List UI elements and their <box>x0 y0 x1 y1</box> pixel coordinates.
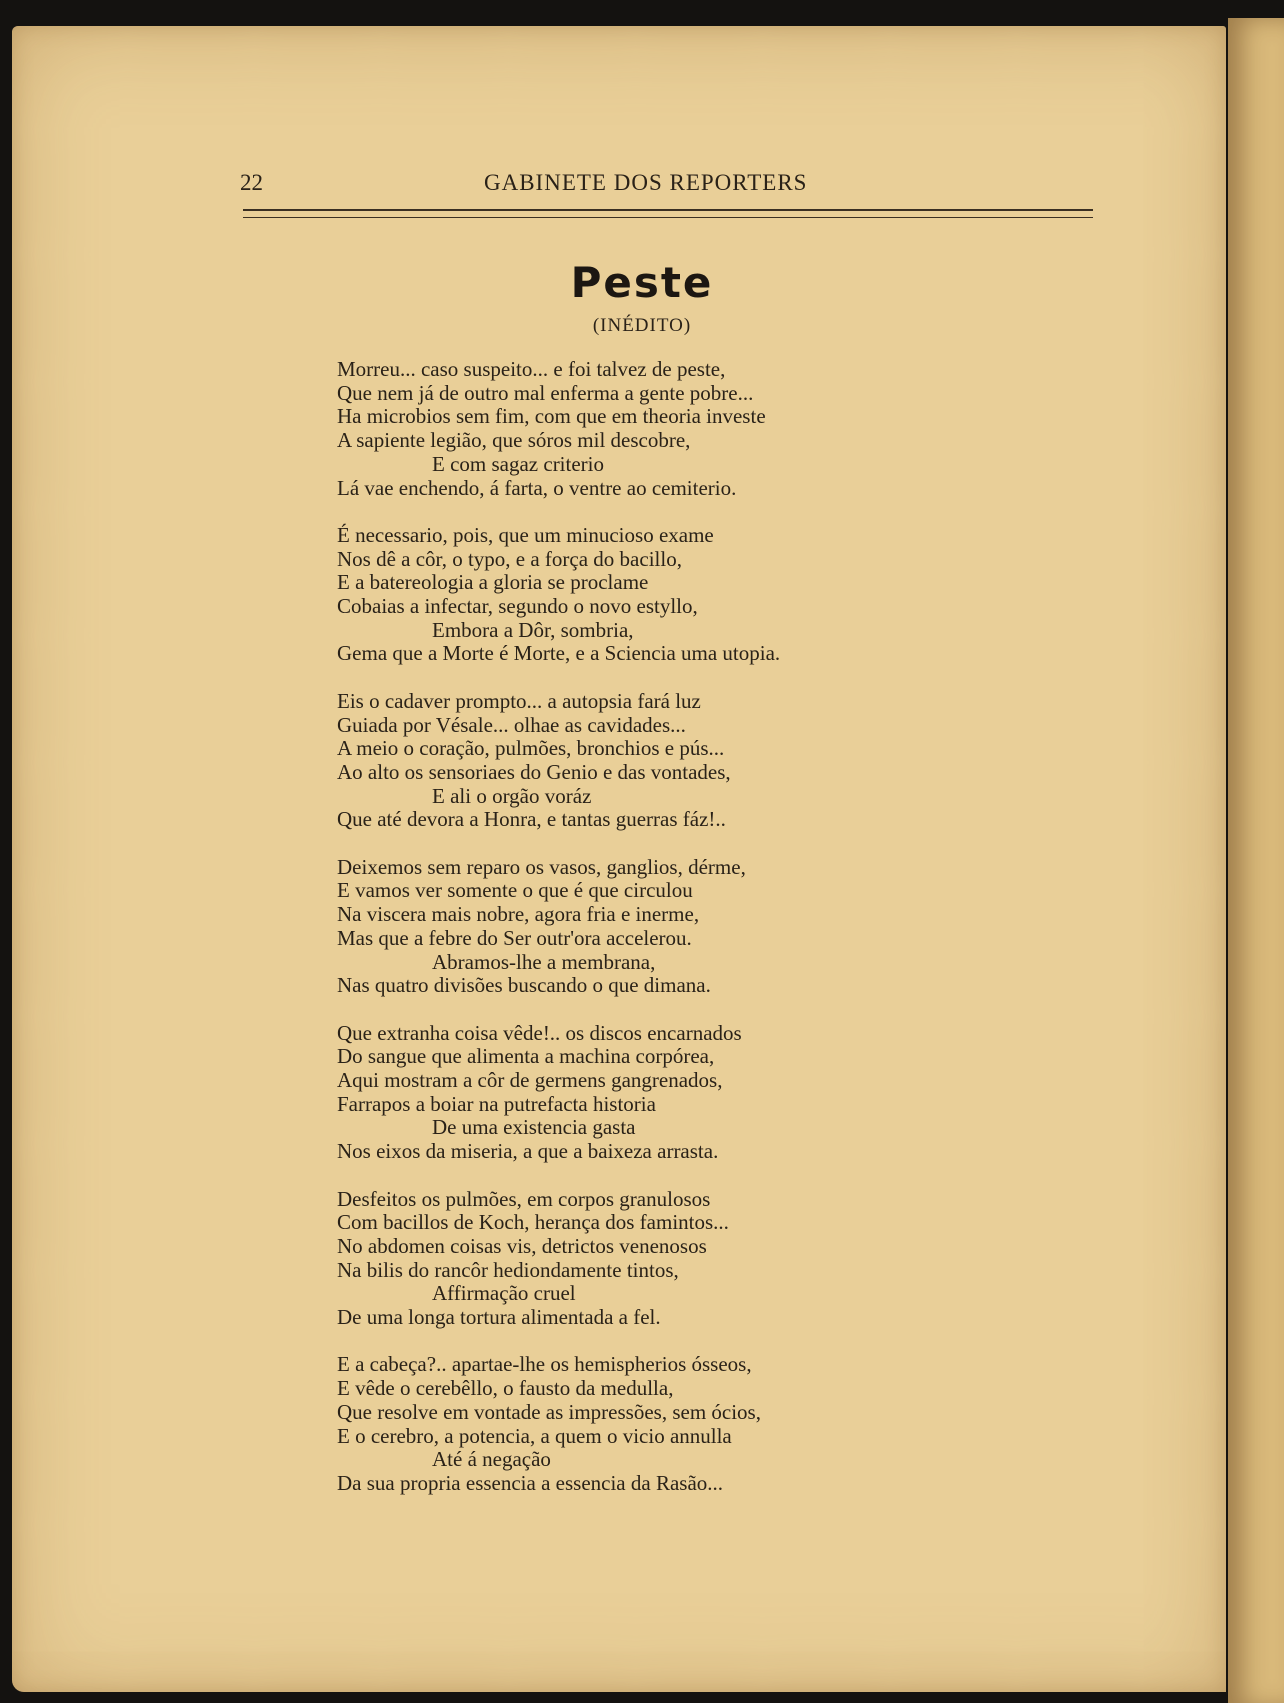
verse-line: Aqui mostram a côr de germens gangrenados, <box>337 1068 723 1093</box>
verse-line: E o cerebro, a potencia, a quem o vicio annulla <box>337 1423 732 1448</box>
verse-line: Desfeitos os pulmões, em corpos granulosos <box>337 1186 711 1211</box>
verse-line: Com bacillos de Koch, herança dos famintos... <box>337 1210 729 1235</box>
stanza <box>337 1353 957 1495</box>
verse-line-indented: Abramos-lhe a membrana, <box>432 949 656 974</box>
verse-line: E a batereologia a gloria se proclame <box>337 570 649 595</box>
verse-line: Na viscera mais nobre, agora fria e inerme, <box>337 902 700 927</box>
stanza <box>337 856 957 998</box>
verse-line: De uma longa tortura alimentada a fel. <box>337 1305 661 1330</box>
verse-line: Que até devora a Honra, e tantas guerras fáz!.. <box>337 807 726 832</box>
verse-line-indented: De uma existencia gasta <box>432 1115 636 1140</box>
verse-line: Cobaias a infectar, segundo o novo estyllo, <box>337 594 698 619</box>
verse-line: E a cabeça?.. apartae-lhe os hemispherios ósseos, <box>337 1352 752 1377</box>
verse-line: A meio o coração, pulmões, bronchios e pús... <box>337 736 725 761</box>
verse-line: Lá vae enchendo, á farta, o ventre ao cemiterio. <box>337 475 737 500</box>
verse-line-indented: Embora a Dôr, sombria, <box>432 617 634 642</box>
verse-line: Do sangue que alimenta a machina corpórea, <box>337 1044 715 1069</box>
stanza <box>337 1188 957 1330</box>
running-header: GABINETE DOS REPORTERS <box>484 170 808 195</box>
poem-title: Peste <box>570 258 714 307</box>
verse-line: Mas que a febre do Ser outr'ora accelerou. <box>337 925 692 950</box>
verse-line-indented: E ali o orgão voráz <box>432 783 592 808</box>
verse-line: Nas quatro divisões buscando o que dimana. <box>337 973 711 998</box>
verse-line-indented: E com sagaz criterio <box>432 451 604 476</box>
stanza <box>337 524 957 666</box>
poem-subtitle: (INÉDITO) <box>592 315 692 336</box>
verse-line: E vamos ver somente o que é que circulou <box>337 878 693 903</box>
verse-line: Farrapos a boiar na putrefacta historia <box>337 1091 656 1116</box>
header-rule <box>243 209 1093 218</box>
verse-line: Nos dê a côr, o typo, e a força do bacillo, <box>337 546 682 571</box>
verse-line: Que nem já de outro mal enferma a gente pobre... <box>337 380 754 405</box>
verse-line: E vêde o cerebêllo, o fausto da medulla, <box>337 1376 674 1401</box>
verse-line: Na bilis do rancôr hediondamente tintos, <box>337 1257 679 1282</box>
verse-line: Que extranha coisa vêde!.. os discos encarnados <box>337 1020 742 1045</box>
stanza <box>337 358 957 500</box>
stanza <box>337 690 957 832</box>
verse-line: Que resolve em vontade as impressões, sem ócios, <box>337 1399 761 1424</box>
verse-line: Deixemos sem reparo os vasos, ganglios, dérme, <box>337 854 746 879</box>
verse-line: No abdomen coisas vis, detrictos venenosos <box>337 1233 707 1258</box>
stanza <box>337 1022 957 1164</box>
verse-line: Ha microbios sem fim, com que em theoria investe <box>337 404 766 429</box>
verse-line: Da sua propria essencia a essencia da Rasão... <box>337 1470 724 1495</box>
verse-line: Ao alto os sensoriaes do Genio e das vontades, <box>337 759 731 784</box>
verse-line: Eis o cadaver prompto... a autopsia fará luz <box>337 688 701 713</box>
verse-line-indented: Affirmação cruel <box>432 1281 576 1306</box>
poem-body <box>337 358 957 1519</box>
verse-line: Guiada por Vésale... olhae as cavidades... <box>337 712 686 737</box>
verse-line: Morreu... caso suspeito... e foi talvez de peste, <box>337 357 726 381</box>
verse-line: Gema que a Morte é Morte, e a Sciencia uma utopia. <box>337 641 781 666</box>
verse-line: A sapiente legião, que sóros mil descobre, <box>337 428 691 453</box>
verse-line: É necessario, pois, que um minucioso exame <box>337 522 714 547</box>
page-number: 22 <box>240 170 263 195</box>
verse-line-indented: Até á negação <box>432 1447 551 1472</box>
verse-line: Nos eixos da miseria, a que a baixeza arrasta. <box>337 1139 719 1164</box>
